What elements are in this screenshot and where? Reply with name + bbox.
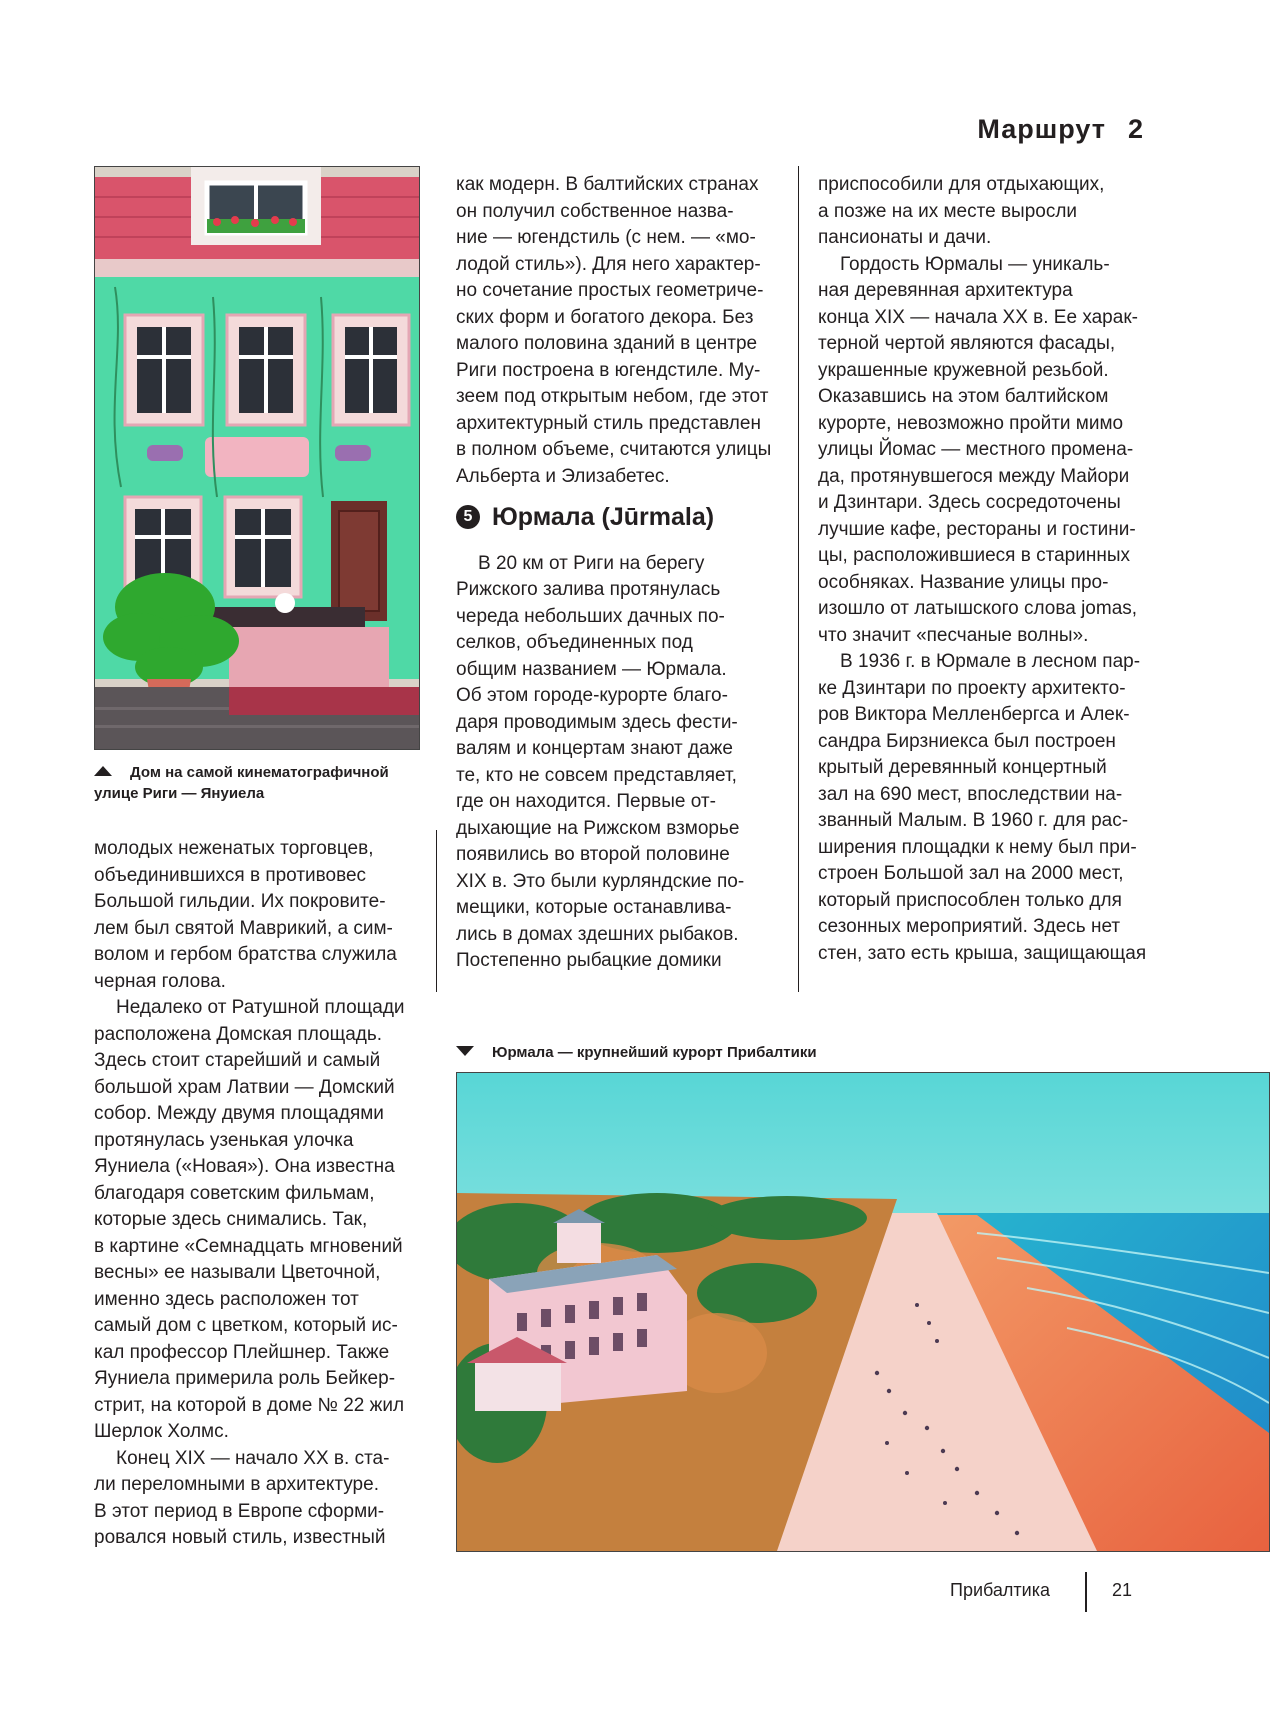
triangle-up-icon — [94, 766, 112, 776]
paragraph: Недалеко от Ратушной площади расположена Домская площадь. Здесь стоит старейший и самый большой храм Латвии — Домский собор. Между двумя площадями протянулась узенькая улочка Яуниела («Новая»). Она известна благодаря советским фильмам, которые здесь снимались. Так, в картине «Семнадцать мгновений весны» ее называли Цветочной, именно здесь расположен тот самый дом с цветком, который ис- кал профессор Плейшнер. Также Яуниела примерила роль Бейкер- стрит, на которой в доме № 22 жил Шерлок Холмс. — [94, 997, 405, 1442]
column-3-text — [818, 172, 1148, 967]
paragraph: как модерн. В балтийских странах он получил собственное назва- ние — югендстиль (с нем. — «мо- лодой стиль»). Для него характер- но сочетание простых геометриче- ских форм и богатого декора. Без малого половина зданий в центре Риги построена в югендстиле. Му- зеем под открытым небом, где этот архитектурный стиль представлен в полном объеме, считаются улицы Альберта и Элизабетес. — [456, 174, 772, 487]
paragraph: Гордость Юрмалы — уникаль- ная деревянная архитектура конца XIX — начала XX в. Ее харак- терной чертой являются фасады, украшенные кружевной резьбой. Оказавшись на этом балтийском курорте, невозможно пройти мимо улицы Йомас — местного промена- да, протянувшегося между Майори и Дзинтари. Здесь сосредоточены лучшие кафе, рестораны и гостини- цы, расположившиеся в старинных особняках. Название улицы про- изошло от латышского слова jomas, что значит «песчаные волны». — [818, 253, 1138, 646]
route-label: Маршрут — [977, 114, 1106, 144]
paragraph: В 1936 г. в Юрмале в лесном пар- ке Дзинтари по проекту архитекто- ров Виктора Мелленбергса и Алек- сандра Бирзниекса был построен крытый деревянный концертный зал на 690 мест, впоследствии на- званный Малым. В 1960 г. для рас- ширения площадки к нему был при- строен Большой зал на 2000 мест, который приспособлен только для сезонных мероприятий. Здесь нет стен, зато есть крыша, защищающая — [818, 651, 1147, 964]
paragraph: В 20 км от Риги на берегу Рижского залива протянулась череда небольших дачных по- селков, объединенных под общим названием — Юрмала. Об этом городе-курорте благо- даря проводимым здесь фести- валям и концертам знают даже те, кто не совсем представляет, где он находится. Первые от- дыхающие на Рижском взморье появились во второй половине XIX в. Это были курляндские по- мещики, которые останавлива- лись в домах здешних рыбаков. Постепенно рыбацкие домики — [456, 552, 745, 971]
house-photo — [94, 166, 420, 750]
footer-book-title: Прибалтика — [950, 1580, 1050, 1600]
beach-photo — [456, 1072, 1270, 1552]
footer-divider — [1085, 1572, 1087, 1612]
paragraph: Конец XIX — начало XX в. ста- ли переломными в архитектуре. В этот период в Европе сформи- ровался новый стиль, известный — [94, 1447, 390, 1548]
section-title: Юрмала (Jūrmala) — [492, 503, 715, 531]
column-divider — [798, 166, 799, 992]
column-divider — [436, 830, 437, 992]
section-number-badge: 5 — [456, 505, 480, 529]
beach-photo-caption: Юрмала — крупнейший курорт Прибалтики — [456, 1042, 1156, 1063]
page-number: 21 — [1112, 1580, 1133, 1600]
house-photo-caption: Дом на самой кинематографичной улице Риги — Януиела — [94, 764, 389, 802]
column-2-text — [456, 172, 782, 975]
route-header — [977, 114, 1144, 145]
route-number: 2 — [1127, 114, 1144, 144]
column-1-text — [94, 836, 424, 1552]
section-heading — [456, 504, 782, 531]
paragraph: приспособили для отдыхающих, а позже на их месте выросли пансионаты и дачи. — [818, 174, 1105, 248]
paragraph: молодых неженатых торговцев, объединившихся в противовес Большой гильдии. Их покровите- лем был святой Маврикий, а сим- волом и гербом братства служила черная голова. — [94, 838, 397, 992]
triangle-down-icon — [456, 1046, 474, 1056]
